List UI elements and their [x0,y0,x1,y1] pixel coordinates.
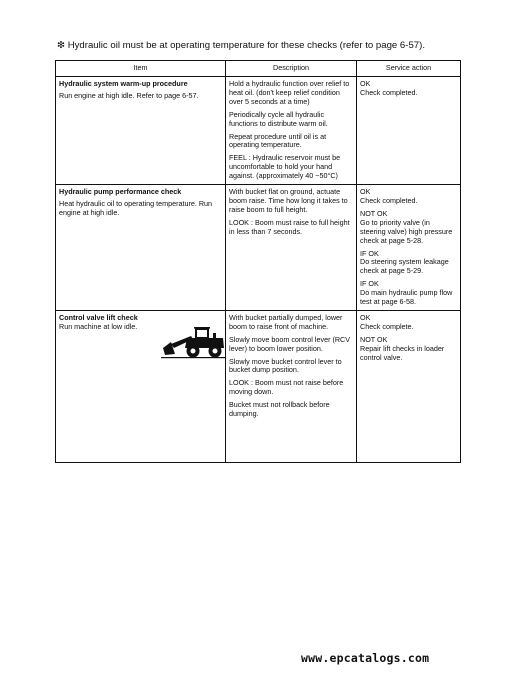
description-paragraph: LOOK : Boom must not raise before moving down. [229,378,344,397]
description-paragraph: Periodically cycle all hydraulic functions to distribute warm oil. [229,109,328,128]
service-status: OK [360,312,371,322]
service-status: NOT OK [360,334,388,344]
service-status: OK [360,79,371,88]
description-paragraph: Bucket must not rollback before dumping. [229,400,330,419]
service-block [360,280,457,307]
service-block [360,210,457,246]
header-description: Description [226,61,357,77]
service-text: Check completed. [360,87,418,97]
description-paragraph: With bucket flat on ground, actuate boom raise. Time how long it takes to raise boom to full height. [229,187,348,214]
footer-watermark: www.epcatalogs.com [301,651,430,665]
description-paragraph: With bucket partially dumped, lower boom to raise front of machine. [229,312,343,331]
service-text: Go to priority valve (in steering valve) high pressure check at page 5-28. [360,217,453,245]
description-paragraph: Repeat procedure until oil is at operating temperature. [229,131,327,150]
item-title: Hydraulic system warm-up procedure [59,79,188,88]
service-status: IF OK [360,248,379,258]
description-paragraph: LOOK : Boom must raise to full height in less than 7 seconds. [229,217,350,236]
description-paragraph: Hold a hydraulic function over relief to heat oil. (don't keep relief condition over 5 seconds at a time) [229,79,350,106]
description-cell [226,185,357,311]
description-paragraph: Slowly move boom control lever (RCV lever) to boom lower position. [229,334,351,353]
header-service-action: Service action [357,61,461,77]
service-action-cell [357,310,461,462]
service-text: Repair lift checks in loader control valve. [360,343,445,362]
service-action-cell [357,185,461,311]
description-cell [226,310,357,462]
service-block [360,314,457,332]
service-block [360,336,457,363]
service-status: IF OK [360,279,379,289]
item-text: Heat hydraulic oil to operating temperature. Run engine at high idle. [59,198,213,217]
item-cell [56,310,226,462]
service-text: Do main hydraulic pump flow test at page 6-58. [360,288,453,307]
table-header-row [56,61,461,77]
item-cell [56,185,226,311]
table-row [56,185,461,311]
description-paragraph: FEEL : Hydraulic reservoir must be uncomfortable to hold your hand against. (approximately 40 ~50°C) [229,153,341,181]
description-paragraph: Slowly move bucket control lever to bucket dump position. [229,356,342,375]
description-cell [226,77,357,185]
operating-temperature-note: ❇ Hydraulic oil must be at operating temperature for these checks (refer to page 6-57). [57,40,425,51]
item-title: Control valve lift check [59,312,138,322]
service-status: NOT OK [360,208,388,218]
item-title: Hydraulic pump performance check [59,187,182,197]
item-cell [56,77,226,185]
service-block [360,250,457,277]
table-row [56,77,461,185]
wheel-loader-icon [161,324,226,360]
service-block [360,188,457,206]
check-table [55,60,461,463]
service-action-cell [357,77,461,185]
header-item: Item [56,61,226,77]
service-text: Check completed. [360,195,418,205]
item-text: Run engine at high idle. Refer to page 6-57. [59,90,199,100]
service-text: Do steering system leakage check at page 5-29. [360,257,449,276]
service-text: Check complete. [360,321,414,331]
table-row [56,310,461,462]
item-text: Run machine at low idle. [59,321,138,331]
service-status: OK [360,187,371,197]
